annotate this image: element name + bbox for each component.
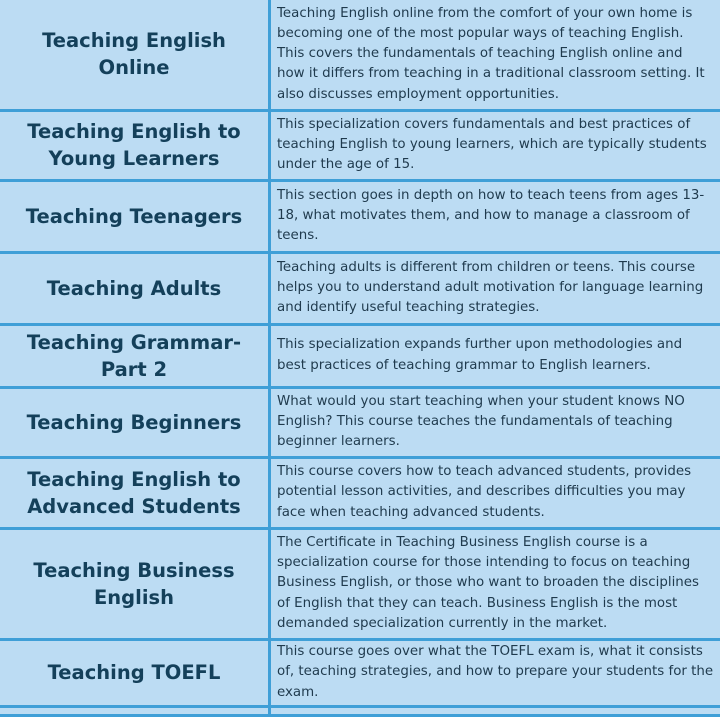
course-description-text: Teaching English online from the comfort of your own home is becoming one of the most popular ways of teaching English. This covers the fundamentals of teaching English online and how it differs from teaching in a traditional classroom setting. It also discusses employment opportunities. xyxy=(277,4,714,105)
table-row xyxy=(0,252,720,324)
course-title xyxy=(0,252,270,324)
table-row xyxy=(0,457,720,528)
course-description-text: This specialization expands further upon methodologies and best practices of teaching grammar to English learners. xyxy=(277,335,714,376)
course-title xyxy=(0,457,270,528)
course-title-text: Teaching English Online xyxy=(42,29,226,79)
table-row xyxy=(0,387,720,457)
course-description xyxy=(270,528,720,639)
course-description-text: This specialization covers fundamentals and best practices of teaching English to young learners, which are typically students under the age of 15. xyxy=(277,115,714,176)
course-title xyxy=(0,324,270,387)
course-description-text: The Certificate in Teaching Business English course is a specialization course for those intending to focus on teaching Business English, or those who want to broaden the disciplines of English that they can teach. Business English is the most demanded specialization currently in the market. xyxy=(277,533,714,634)
course-title-text: Teaching Adults xyxy=(47,277,221,300)
course-title-text: Teaching English to Young Learners xyxy=(27,120,240,170)
course-description xyxy=(270,324,720,387)
table-row xyxy=(0,110,720,180)
course-description xyxy=(270,180,720,252)
course-description-text: This section goes in depth on how to teach teens from ages 13-18, what motivates them, and how to manage a classroom of teens. xyxy=(277,186,714,247)
course-title-text: Teaching TOEFL xyxy=(48,661,221,684)
table-row xyxy=(0,639,720,706)
course-description-text: This course goes over what the TOEFL exam is, what it consists of, teaching strategies, and how to prepare your students for the exam. xyxy=(277,642,714,703)
course-description xyxy=(270,110,720,180)
course-title xyxy=(0,110,270,180)
course-description-text: What would you start teaching when your student knows NO English? This course teaches the fundamentals of teaching beginner learners. xyxy=(277,392,714,453)
course-description-text: Teaching adults is different from children or teens. This course helps you to understand adult motivation for language learning and identify useful teaching strategies. xyxy=(277,258,714,319)
course-title-text: Teaching Beginners xyxy=(27,411,242,434)
course-description xyxy=(270,252,720,324)
course-description xyxy=(270,387,720,457)
course-title-text: Teaching English to Advanced Students xyxy=(27,468,241,518)
table-row xyxy=(0,180,720,252)
table-row xyxy=(0,324,720,387)
course-title-text: Teaching Teenagers xyxy=(26,205,242,228)
course-title xyxy=(0,387,270,457)
course-description xyxy=(270,639,720,706)
course-title-text: Teaching Business English xyxy=(33,559,234,609)
course-description-text: This course covers how to teach advanced students, provides potential lesson activities, and describes difficulties you may face when teaching advanced students. xyxy=(277,462,714,523)
course-title xyxy=(0,0,270,110)
course-description xyxy=(270,457,720,528)
course-description xyxy=(270,0,720,110)
course-title xyxy=(0,180,270,252)
course-title-text: Teaching Grammar- Part 2 xyxy=(27,331,241,381)
course-title xyxy=(0,639,270,706)
table-row xyxy=(0,528,720,639)
table-row xyxy=(0,0,720,110)
course-title xyxy=(0,528,270,639)
